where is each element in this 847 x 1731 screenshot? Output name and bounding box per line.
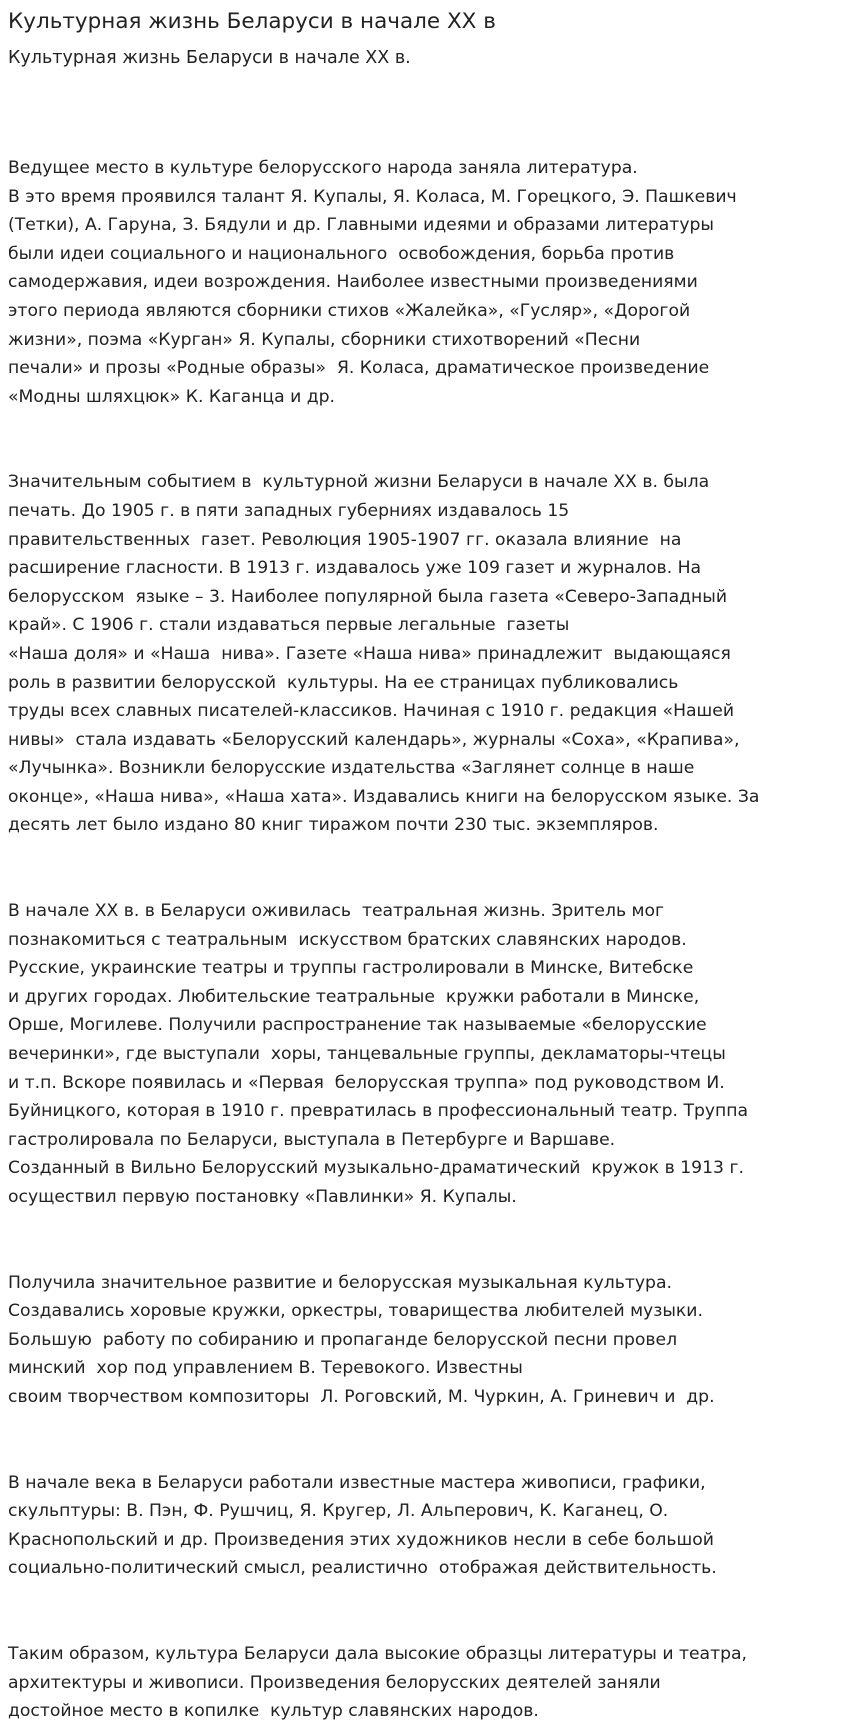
paragraph-line: В это время проявился талант Я. Купалы, Я. Коласа, М. Горецкого, Э. Пашкевич	[8, 186, 737, 207]
paragraph-line: (Тетки), А. Гаруна, З. Бядули и др. Главными идеями и образами литературы	[8, 215, 714, 236]
paragraph-line: познакомиться с театральным искусством братских славянских народов.	[8, 929, 687, 950]
paragraph-line: печали» и прозы «Родные образы» Я. Коласа, драматическое произведение	[8, 358, 710, 379]
paragraph-line: В начале века в Беларуси работали известные мастера живописи, графики,	[8, 1472, 706, 1493]
paragraph-line: достойное место в копилке культур славянских народов.	[8, 1701, 539, 1722]
paragraph-line: Получила значительное развитие и белорусская музыкальная культура.	[8, 1272, 672, 1293]
paragraph-line: своим творчеством композиторы Л. Роговский, М. Чуркин, А. Гриневич и др.	[8, 1386, 715, 1407]
paragraph	[8, 1640, 839, 1726]
paragraph-line: Орше, Могилеве. Получили распространение так называемые «белорусские	[8, 1015, 707, 1036]
paragraph-line: печать. До 1905 г. в пяти западных губерниях издавалось 15	[8, 500, 570, 521]
paragraph-line: Большую работу по собиранию и пропаганде белорусской песни провел	[8, 1329, 678, 1350]
paragraph-line: Создавались хоровые кружки, оркестры, товарищества любителей музыки.	[8, 1301, 703, 1322]
paragraph-line: роль в развитии белорусской культуры. На ее страницах публиковались	[8, 672, 679, 693]
paragraph-line: Буйницкого, которая в 1910 г. превратилась в профессиональный театр. Труппа	[8, 1101, 749, 1122]
paragraph-line: В начале XX в. в Беларуси оживилась театральная жизнь. Зритель мог	[8, 901, 665, 922]
paragraph-line: десять лет было издано 80 книг тиражом почти 230 тыс. экземпляров.	[8, 815, 659, 836]
paragraph-line: правительственных газет. Революция 1905-1907 гг. оказала влияние на	[8, 529, 682, 550]
paragraph-line: этого периода являются сборники стихов «Жалейка», «Гусляр», «Дорогой	[8, 300, 691, 321]
paragraph-line: «Модны шляхцюк» К. Каганца и др.	[8, 386, 336, 407]
paragraph	[8, 1469, 839, 1583]
paragraph-line: гастролировала по Беларуси, выступала в Петербурге и Варшаве.	[8, 1129, 616, 1150]
paragraph	[8, 468, 839, 840]
paragraph-line: оконце», «Наша нива», «Наша хата». Издавались книги на белорусском языке. За	[8, 786, 760, 807]
paragraph-line: белорусском языке – 3. Наиболее популярной была газета «Северо-Западный	[8, 586, 727, 607]
paragraph-line: «Лучынка». Возникли белорусские издательства «Заглянет солнце в наше	[8, 758, 695, 779]
paragraph-line: архитектуры и живописи. Произведения белорусских деятелей заняли	[8, 1672, 661, 1693]
paragraph-line: самодержавия, идеи возрождения. Наиболее известными произведениями	[8, 272, 698, 293]
article-body	[8, 154, 839, 1726]
paragraph-line: расширение гласности. В 1913 г. издавалось уже 109 газет и журналов. На	[8, 558, 702, 579]
paragraph-line: были идеи социального и национального освобождения, борьба против	[8, 243, 675, 264]
page-title: Культурная жизнь Беларуси в начале XX в	[8, 9, 496, 34]
paragraph-line: жизни», поэма «Курган» Я. Купалы, сборники стихотворений «Песни	[8, 329, 641, 350]
paragraph	[8, 154, 839, 411]
paragraph-line: нивы» стала издавать «Белорусский календарь», журналы «Соха», «Крапива»,	[8, 729, 740, 750]
paragraph-line: социально-политический смысл, реалистично отображая действительность.	[8, 1558, 717, 1579]
paragraph-line: Созданный в Вильно Белорусский музыкально-драматический кружок в 1913 г.	[8, 1158, 744, 1179]
paragraph-line: «Наша доля» и «Наша нива». Газете «Наша нива» принадлежит выдающаяся	[8, 643, 731, 664]
paragraph-line: минский хор под управлением В. Теревокого. Известны	[8, 1358, 523, 1379]
paragraph-line: скульптуры: В. Пэн, Ф. Рушчиц, Я. Кругер, Л. Альперович, К. Каганец, О.	[8, 1501, 669, 1522]
paragraph-line: и других городах. Любительские театральные кружки работали в Минске,	[8, 986, 700, 1007]
paragraph-line: и т.п. Вскоре появилась и «Первая белорусская труппа» под руководством И.	[8, 1072, 725, 1093]
paragraph-line: Ведущее место в культуре белорусского народа заняла литература.	[8, 158, 638, 178]
paragraph-line: вечеринки», где выступали хоры, танцевальные группы, декламаторы-чтецы	[8, 1044, 726, 1065]
paragraph-line: Значительным событием в культурной жизни Беларуси в начале XX в. была	[8, 472, 710, 493]
paragraph-line: край». С 1906 г. стали издаваться первые легальные газеты	[8, 615, 570, 636]
paragraph-line: осуществил первую постановку «Павлинки» Я. Купалы.	[8, 1187, 517, 1207]
paragraph-line: труды всех славных писателей-классиков. Начиная с 1910 г. редакция «Нашей	[8, 701, 734, 722]
paragraph-line: Краснопольский и др. Произведения этих художников несли в себе большой	[8, 1529, 714, 1550]
paragraph-line: Русские, украинские театры и труппы гастролировали в Минске, Витебске	[8, 958, 694, 979]
paragraph	[8, 1269, 839, 1412]
paragraph	[8, 897, 839, 1212]
paragraph-line: Таким образом, культура Беларуси дала высокие образцы литературы и театра,	[8, 1643, 747, 1664]
page-subtitle: Культурная жизнь Беларуси в начале XX в.	[8, 48, 411, 68]
